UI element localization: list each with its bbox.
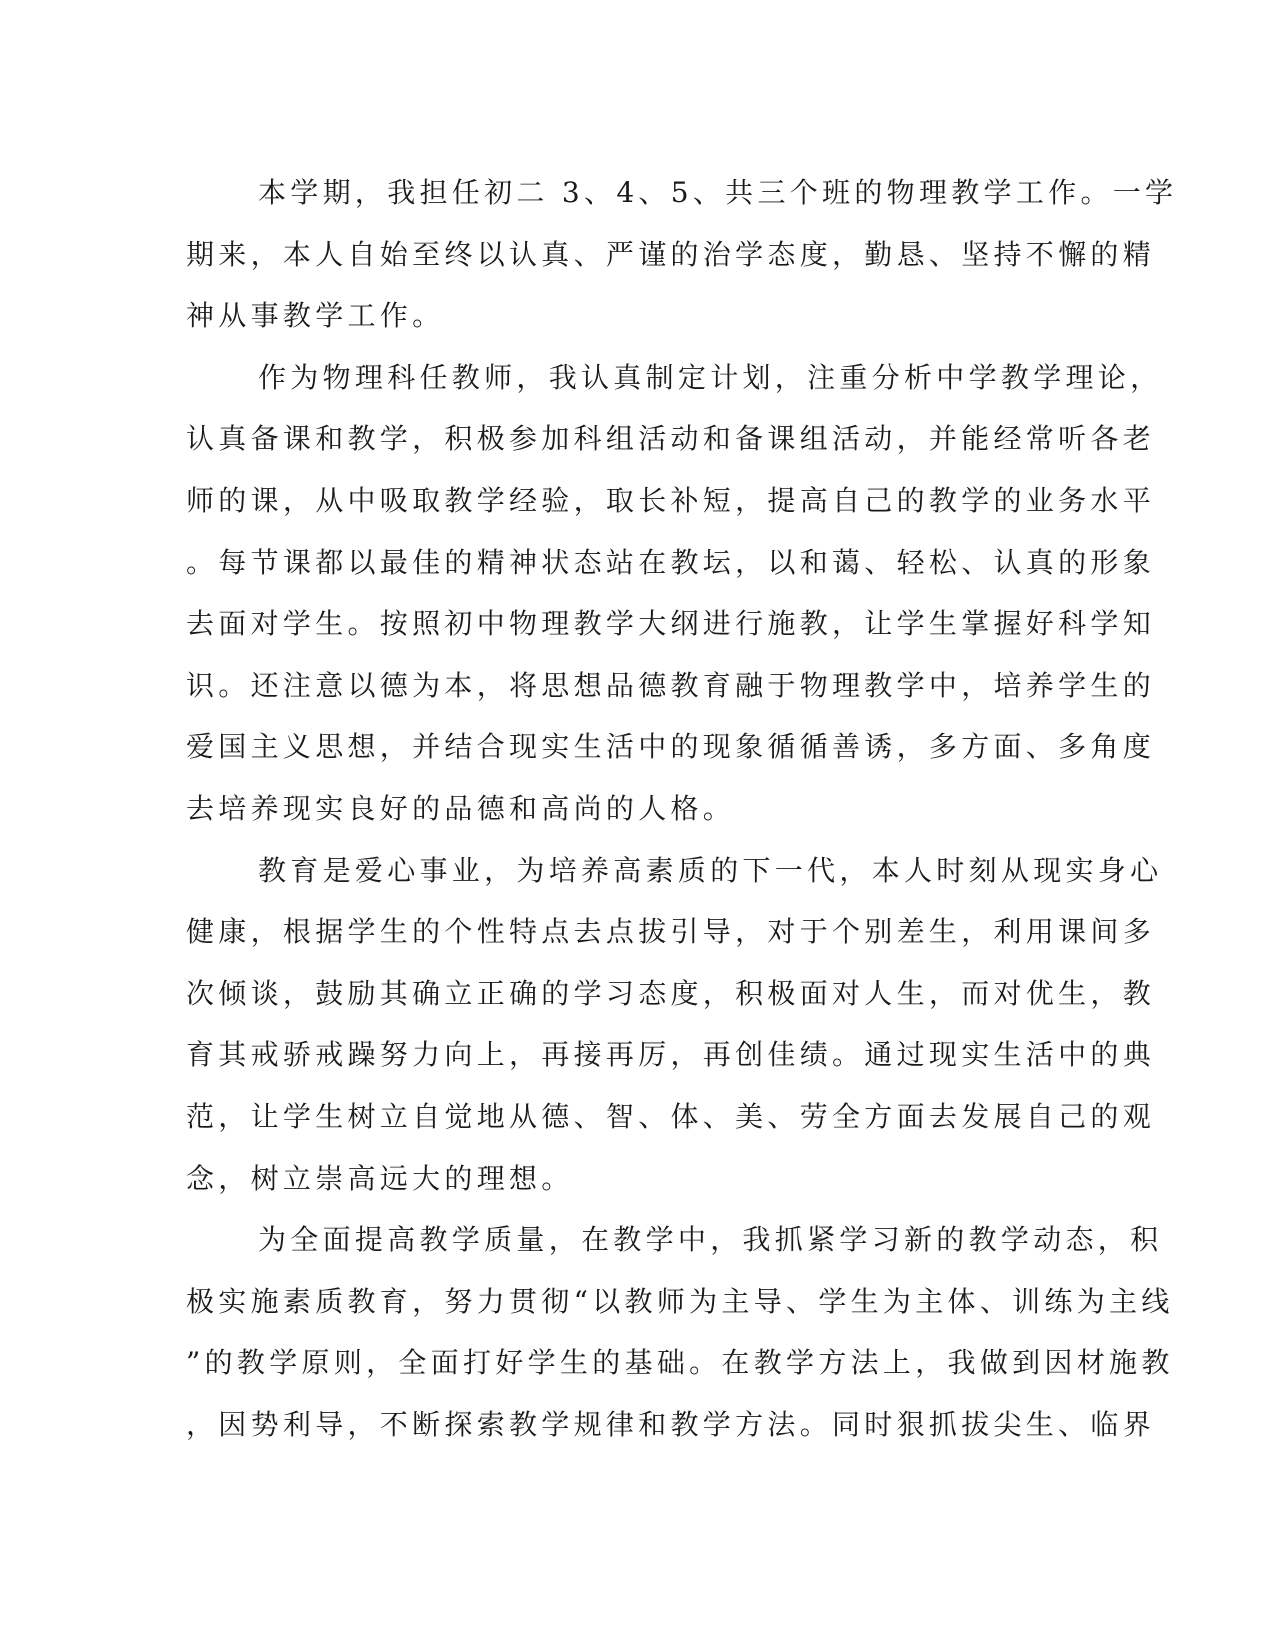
text-line: 育其戒骄戒躁努力向上，再接再厉，再创佳绩。通过现实生活中的典 <box>186 1038 1156 1072</box>
text-line: 作为物理科任教师，我认真制定计划，注重分析中学教学理论， <box>258 360 1163 394</box>
document-body <box>186 162 1178 1455</box>
text-line: 期来，本人自始至终以认真、严谨的治学态度，勤恳、坚持不懈的精 <box>186 237 1156 271</box>
text-line: ”的教学原则，全面打好学生的基础。在教学方法上，我做到因材施教 <box>186 1346 1174 1380</box>
text-line: 认真备课和教学，积极参加科组活动和备课组活动，并能经常听各老 <box>186 422 1156 456</box>
text-line: 极实施素质教育，努力贯彻“以教师为主导、学生为主体、训练为主线 <box>186 1284 1174 1318</box>
text-line: 健康，根据学生的个性特点去点拔引导，对于个别差生，利用课间多 <box>186 915 1156 949</box>
text-line: ，因势利导，不断探索教学规律和教学方法。同时狠抓拔尖生、临界 <box>186 1407 1156 1441</box>
text-line: 师的课，从中吸取教学经验，取长补短，提高自己的教学的业务水平 <box>186 483 1156 517</box>
text-line: 本学期，我担任初二 3、4、5、共三个班的物理教学工作。一学 <box>258 176 1178 209</box>
text-line: 为全面提高教学质量，在教学中，我抓紧学习新的教学动态，积 <box>258 1223 1163 1257</box>
text-line: 神从事教学工作。 <box>186 299 445 333</box>
text-line: 去面对学生。按照初中物理教学大纲进行施教，让学生掌握好科学知 <box>186 607 1156 641</box>
text-line: 范，让学生树立自觉地从德、智、体、美、劳全方面去发展自己的观 <box>186 1099 1156 1133</box>
text-line: 识。还注意以德为本，将思想品德教育融于物理教学中，培养学生的 <box>186 668 1156 702</box>
text-line: 爱国主义思想，并结合现实生活中的现象循循善诱，多方面、多角度 <box>186 730 1156 764</box>
text-line: 教育是爱心事业，为培养高素质的下一代，本人时刻从现实身心 <box>258 853 1163 887</box>
text-line: 次倾谈，鼓励其确立正确的学习态度，积极面对人生，而对优生，教 <box>186 976 1156 1010</box>
text-line: 念，树立崇高远大的理想。 <box>186 1161 574 1195</box>
text-line: 。每节课都以最佳的精神状态站在教坛，以和蔼、轻松、认真的形象 <box>186 545 1156 579</box>
text-line: 去培养现实良好的品德和高尚的人格。 <box>186 791 736 825</box>
